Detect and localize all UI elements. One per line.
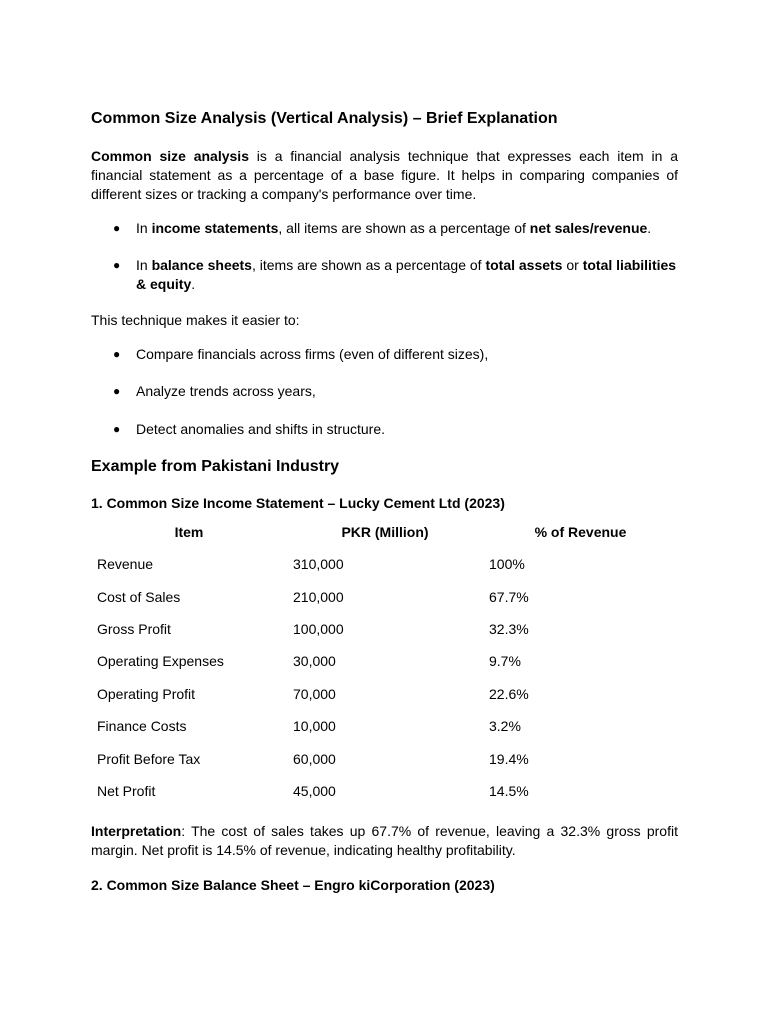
table-cell: Cost of Sales	[97, 588, 181, 605]
table-cell: 10,000	[293, 718, 336, 735]
table-cell: 310,000	[293, 556, 344, 573]
table-cell: 60,000	[293, 750, 336, 767]
table-cell: Revenue	[97, 556, 154, 573]
page-title: Common Size Analysis (Vertical Analysis) – Brief Explanation	[91, 110, 558, 127]
income-statement-table	[91, 516, 678, 807]
table-cell: 45,000	[293, 782, 336, 799]
table-cell: 210,000	[293, 588, 344, 605]
column-header-percent: % of Revenue	[534, 524, 627, 540]
intro-paragraph	[91, 147, 678, 204]
table-cell: 32.3%	[489, 620, 529, 637]
table-cell: 3.2%	[489, 718, 521, 735]
bullet-icon: ●	[113, 347, 121, 361]
table-cell: 70,000	[293, 685, 336, 702]
table-cell: Operating Expenses	[97, 653, 224, 670]
table-cell: 100,000	[293, 620, 344, 637]
table-row	[91, 613, 678, 645]
section-heading-balance-sheet: 2. Common Size Balance Sheet – Engro kiCorporation (2023)	[91, 877, 495, 893]
interpretation-label: Interpretation	[91, 823, 182, 839]
section-heading-income-statement: 1. Common Size Income Statement – Lucky Cement Ltd (2023)	[91, 495, 505, 511]
table-row	[91, 742, 678, 774]
table-cell: Profit Before Tax	[97, 750, 201, 767]
interpretation-paragraph	[91, 822, 678, 860]
column-header-item: Item	[174, 524, 204, 540]
table-row	[91, 580, 678, 612]
table-cell: Net Profit	[97, 782, 156, 799]
column-header-pkr: PKR (Million)	[341, 524, 429, 540]
table-cell: 19.4%	[489, 750, 529, 767]
table-row	[91, 678, 678, 710]
intro-text: is a financial analysis technique that expresses each item in a financial statement as a percentage of a base figure. It helps in comparing companies of different sizes or tracking a company's performance over time.	[91, 148, 678, 202]
bullet-icon: ●	[113, 258, 121, 272]
table-cell: 14.5%	[489, 782, 529, 799]
table-row	[91, 775, 678, 807]
interpretation-text: : The cost of sales takes up 67.7% of revenue, leaving a 32.3% gross profit margin. Net profit is 14.5% of revenue, indicating healthy profitability.	[91, 823, 678, 858]
bullet-icon: ●	[113, 221, 121, 235]
table-cell: Finance Costs	[97, 718, 187, 735]
table-cell: 9.7%	[489, 653, 521, 670]
table-cell: 30,000	[293, 653, 336, 670]
table-cell: Operating Profit	[97, 685, 196, 702]
table-row	[91, 710, 678, 742]
table-row	[91, 548, 678, 580]
bullet-icon: ●	[113, 422, 121, 436]
bullet-icon: ●	[113, 384, 121, 398]
technique-intro: This technique makes it easier to:	[91, 312, 300, 328]
table-cell: 67.7%	[489, 588, 529, 605]
example-heading: Example from Pakistani Industry	[91, 458, 340, 475]
table-cell: 100%	[489, 556, 525, 573]
table-header-row	[91, 516, 678, 548]
table-row	[91, 645, 678, 677]
table-cell: Gross Profit	[97, 620, 171, 637]
table-cell: 22.6%	[489, 685, 529, 702]
intro-term: Common size analysis	[91, 148, 249, 164]
